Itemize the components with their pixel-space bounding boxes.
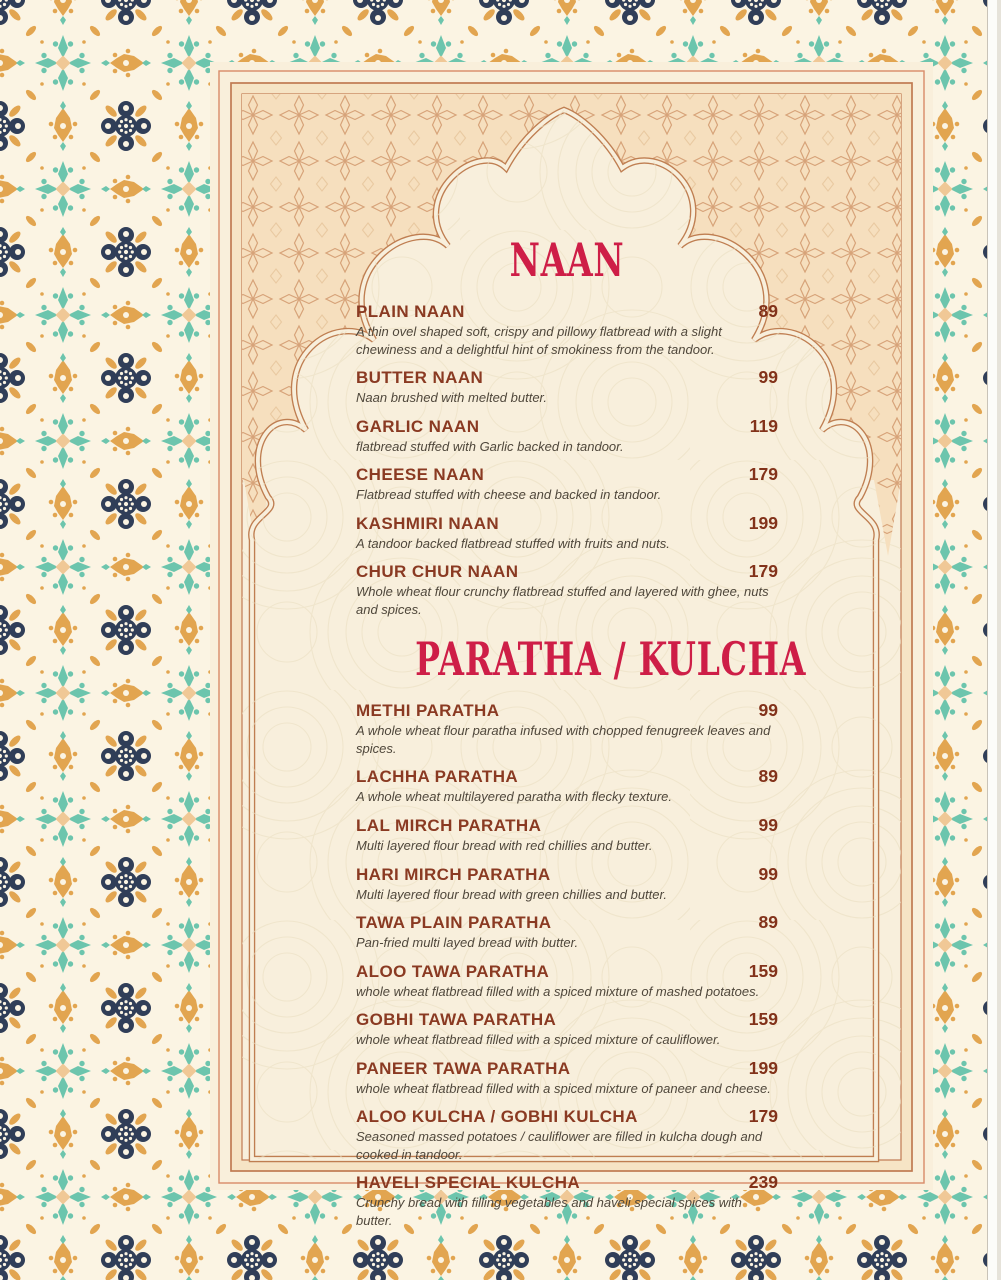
menu-item bbox=[356, 766, 778, 806]
item-price: 99 bbox=[758, 815, 778, 836]
menu-item bbox=[356, 367, 778, 407]
item-description: whole wheat flatbread filled with a spiced mixture of paneer and cheese. bbox=[356, 1080, 771, 1096]
item-description: Naan brushed with melted butter. bbox=[356, 390, 548, 406]
item-name: GARLIC NAAN bbox=[356, 416, 480, 436]
item-price: 159 bbox=[748, 960, 778, 981]
menu-item bbox=[356, 961, 778, 1001]
menu-item bbox=[356, 464, 778, 504]
menu-item bbox=[356, 301, 778, 358]
item-price: 89 bbox=[758, 301, 778, 321]
item-price: 99 bbox=[758, 700, 778, 721]
item-price: 199 bbox=[748, 512, 778, 533]
item-name: LAL MIRCH PARATHA bbox=[356, 816, 542, 836]
item-name: GOBHI TAWA PARATHA bbox=[356, 1010, 557, 1030]
menu-item bbox=[356, 1106, 778, 1163]
item-price: 199 bbox=[748, 1057, 778, 1078]
item-price: 99 bbox=[758, 367, 778, 388]
item-description: whole wheat flatbread filled with a spiced mixture of cauliflower. bbox=[356, 1032, 721, 1048]
item-name: PANEER TAWA PARATHA bbox=[356, 1058, 571, 1078]
menu-item bbox=[356, 1009, 778, 1049]
item-name: LACHHA PARATHA bbox=[356, 767, 519, 787]
item-name: CHUR CHUR NAAN bbox=[356, 562, 519, 582]
item-price: 159 bbox=[748, 1009, 778, 1030]
item-description: Flatbread stuffed with cheese and backed in tandoor. bbox=[356, 487, 662, 503]
item-name: PLAIN NAAN bbox=[356, 302, 465, 321]
item-description: Seasoned massed potatoes / cauliflower are filled in kulcha dough and cooked in tandoor. bbox=[356, 1129, 763, 1162]
item-price: 179 bbox=[748, 464, 778, 485]
item-name: ALOO KULCHA / GOBHI KULCHA bbox=[356, 1107, 638, 1127]
scan-edge-strip bbox=[987, 0, 1001, 1280]
item-description: Multi layered flour bread with green chillies and butter. bbox=[356, 886, 667, 902]
section-title-paratha-kulcha: PARATHA / KULCHA bbox=[415, 632, 807, 687]
menu-item bbox=[356, 561, 778, 618]
item-name: KASHMIRI NAAN bbox=[356, 513, 500, 533]
menu-content bbox=[356, 220, 807, 1238]
item-description: flatbread stuffed with Garlic backed in tandoor. bbox=[356, 438, 624, 454]
item-description: Pan-fried multi layed bread with butter. bbox=[356, 935, 579, 951]
item-description: Multi layered flour bread with red chillies and butter. bbox=[356, 838, 653, 854]
menu-item bbox=[356, 912, 778, 952]
menu-item bbox=[356, 864, 778, 904]
item-price: 99 bbox=[758, 863, 778, 884]
item-name: HAVELI SPECIAL KULCHA bbox=[356, 1173, 581, 1193]
item-name: BUTTER NAAN bbox=[356, 368, 484, 388]
item-name: HARI MIRCH PARATHA bbox=[356, 864, 551, 884]
item-description: A thin ovel shaped soft, crispy and pillowy flatbread with a slight chewiness and a delightful hint of smokiness from the tandoor. bbox=[356, 324, 722, 357]
item-price: 179 bbox=[748, 1106, 778, 1127]
item-description: A whole wheat flour paratha infused with chopped fenugreek leaves and spices. bbox=[356, 723, 771, 756]
item-description: A whole wheat multilayered paratha with flecky texture. bbox=[356, 789, 673, 805]
item-name: METHI PARATHA bbox=[356, 701, 500, 721]
item-price: 89 bbox=[758, 766, 778, 787]
item-price: 179 bbox=[748, 561, 778, 582]
item-description: whole wheat flatbread filled with a spiced mixture of mashed potatoes. bbox=[356, 983, 760, 999]
menu-item bbox=[356, 1058, 778, 1098]
item-price: 89 bbox=[758, 912, 778, 933]
menu-item bbox=[356, 700, 778, 757]
menu-item bbox=[356, 416, 778, 456]
item-price: 239 bbox=[748, 1172, 778, 1193]
menu-item bbox=[356, 513, 778, 553]
item-name: TAWA PLAIN PARATHA bbox=[356, 913, 552, 933]
menu-item bbox=[356, 815, 778, 855]
item-description: A tandoor backed flatbread stuffed with fruits and nuts. bbox=[356, 535, 670, 551]
item-price: 119 bbox=[749, 415, 778, 436]
item-name: ALOO TAWA PARATHA bbox=[356, 961, 550, 981]
section-title-naan: NAAN bbox=[509, 233, 625, 287]
item-name: CHEESE NAAN bbox=[356, 465, 485, 485]
item-description: Whole wheat flour crunchy flatbread stuffed and layered with ghee, nuts and spices. bbox=[356, 584, 769, 617]
menu-item bbox=[356, 1172, 778, 1229]
item-description: Crunchy bread with filling vegetables and haveli special spices with butter. bbox=[356, 1195, 742, 1228]
